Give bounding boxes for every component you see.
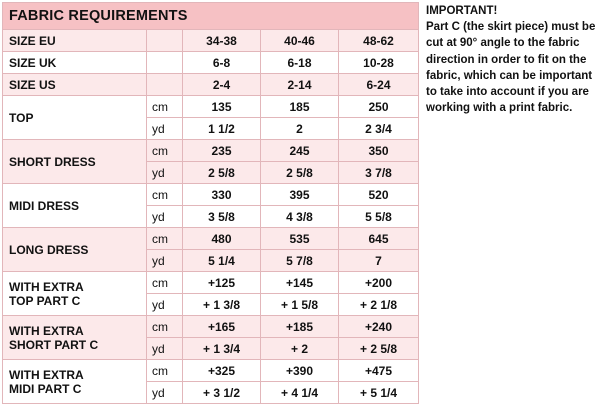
garment-cm-row <box>3 140 419 162</box>
unit-cm-label: cm <box>147 96 183 118</box>
garment-label-line: SHORT PART C <box>9 337 99 352</box>
yd-value-cell: + 2 5/8 <box>339 338 419 360</box>
yd-value-cell: 1 1/2 <box>183 118 261 140</box>
size-range-cell: 6-18 <box>261 52 339 74</box>
garment-cm-row <box>3 272 419 294</box>
unit-yd-label: yd <box>147 162 183 184</box>
yd-value-cell: + 1 3/4 <box>183 338 261 360</box>
note-heading: IMPORTANT! <box>426 5 498 17</box>
garment-label-line: MIDI PART C <box>9 381 82 396</box>
cm-value-cell: 480 <box>183 228 261 250</box>
yd-value-cell: 5 7/8 <box>261 250 339 272</box>
size-range-cell: 48-62 <box>339 30 419 52</box>
yd-value-cell: 7 <box>339 250 419 272</box>
yd-value-cell: + 1 5/8 <box>261 294 339 316</box>
note-body: Part C (the skirt piece) must be cut at 90° angle to the fabric direction in order to fit on the fabric, which can be important to take into account if you are working with a print fabric. <box>426 21 596 115</box>
garment-label-line: WITH EXTRA <box>9 323 84 338</box>
unit-cm-label: cm <box>147 316 183 338</box>
yd-value-cell: + 3 1/2 <box>183 382 261 404</box>
yd-value-cell: 5 1/4 <box>183 250 261 272</box>
unit-yd-label: yd <box>147 118 183 140</box>
yd-value-cell: 2 <box>261 118 339 140</box>
cm-value-cell: +200 <box>339 272 419 294</box>
cm-value-cell: 535 <box>261 228 339 250</box>
yd-value-cell: 5 5/8 <box>339 206 419 228</box>
unit-yd-label: yd <box>147 206 183 228</box>
yd-value-cell: 2 5/8 <box>183 162 261 184</box>
cm-value-cell: +475 <box>339 360 419 382</box>
yd-value-cell: + 5 1/4 <box>339 382 419 404</box>
yd-value-cell: + 2 <box>261 338 339 360</box>
size-row <box>3 52 419 74</box>
cm-value-cell: 395 <box>261 184 339 206</box>
garment-cm-row <box>3 184 419 206</box>
garment-label <box>3 360 147 404</box>
unit-cm-label: cm <box>147 360 183 382</box>
cm-value-cell: 135 <box>183 96 261 118</box>
cm-value-cell: +165 <box>183 316 261 338</box>
yd-value-cell: 3 7/8 <box>339 162 419 184</box>
yd-value-cell: + 4 1/4 <box>261 382 339 404</box>
cm-value-cell: +390 <box>261 360 339 382</box>
garment-cm-row <box>3 228 419 250</box>
size-row <box>3 30 419 52</box>
garment-label <box>3 140 147 184</box>
garment-label-line: TOP PART C <box>9 293 81 308</box>
cm-value-cell: 350 <box>339 140 419 162</box>
fabric-requirements-table <box>2 2 419 404</box>
cm-value-cell: +240 <box>339 316 419 338</box>
garment-label <box>3 272 147 316</box>
size-range-cell: 10-28 <box>339 52 419 74</box>
size-label: SIZE UK <box>3 52 147 74</box>
unit-spacer-cell <box>147 74 183 96</box>
size-label: SIZE EU <box>3 30 147 52</box>
cm-value-cell: +185 <box>261 316 339 338</box>
garment-cm-row <box>3 360 419 382</box>
size-range-cell: 34-38 <box>183 30 261 52</box>
garment-label-line: LONG DRESS <box>9 242 89 257</box>
cm-value-cell: 185 <box>261 96 339 118</box>
unit-cm-label: cm <box>147 184 183 206</box>
cm-value-cell: 520 <box>339 184 419 206</box>
size-row <box>3 74 419 96</box>
cm-value-cell: 245 <box>261 140 339 162</box>
unit-cm-label: cm <box>147 228 183 250</box>
unit-yd-label: yd <box>147 382 183 404</box>
yd-value-cell: 2 3/4 <box>339 118 419 140</box>
unit-cm-label: cm <box>147 272 183 294</box>
size-range-cell: 2-14 <box>261 74 339 96</box>
garment-label-line: TOP <box>9 110 34 125</box>
yd-value-cell: 3 5/8 <box>183 206 261 228</box>
cm-value-cell: 235 <box>183 140 261 162</box>
cm-value-cell: 250 <box>339 96 419 118</box>
garment-label <box>3 316 147 360</box>
cm-value-cell: 645 <box>339 228 419 250</box>
unit-yd-label: yd <box>147 338 183 360</box>
garment-cm-row <box>3 96 419 118</box>
unit-yd-label: yd <box>147 294 183 316</box>
unit-yd-label: yd <box>147 250 183 272</box>
unit-spacer-cell <box>147 52 183 74</box>
cm-value-cell: +125 <box>183 272 261 294</box>
garment-cm-row <box>3 316 419 338</box>
garment-label-line: WITH EXTRA <box>9 279 84 294</box>
size-range-cell: 2-4 <box>183 74 261 96</box>
unit-spacer-cell <box>147 30 183 52</box>
cm-value-cell: +325 <box>183 360 261 382</box>
garment-label-line: WITH EXTRA <box>9 367 84 382</box>
garment-label <box>3 184 147 228</box>
size-range-cell: 6-8 <box>183 52 261 74</box>
size-range-cell: 6-24 <box>339 74 419 96</box>
garment-label-line: SHORT DRESS <box>9 154 96 169</box>
table-title: FABRIC REQUIREMENTS <box>3 3 419 30</box>
yd-value-cell: 4 3/8 <box>261 206 339 228</box>
cm-value-cell: +145 <box>261 272 339 294</box>
size-label: SIZE US <box>3 74 147 96</box>
yd-value-cell: + 2 1/8 <box>339 294 419 316</box>
unit-cm-label: cm <box>147 140 183 162</box>
table-title-row <box>3 3 419 30</box>
cm-value-cell: 330 <box>183 184 261 206</box>
garment-label-line: MIDI DRESS <box>9 198 80 213</box>
important-note <box>426 3 598 116</box>
yd-value-cell: 2 5/8 <box>261 162 339 184</box>
yd-value-cell: + 1 3/8 <box>183 294 261 316</box>
garment-label <box>3 96 147 140</box>
size-range-cell: 40-46 <box>261 30 339 52</box>
garment-label <box>3 228 147 272</box>
